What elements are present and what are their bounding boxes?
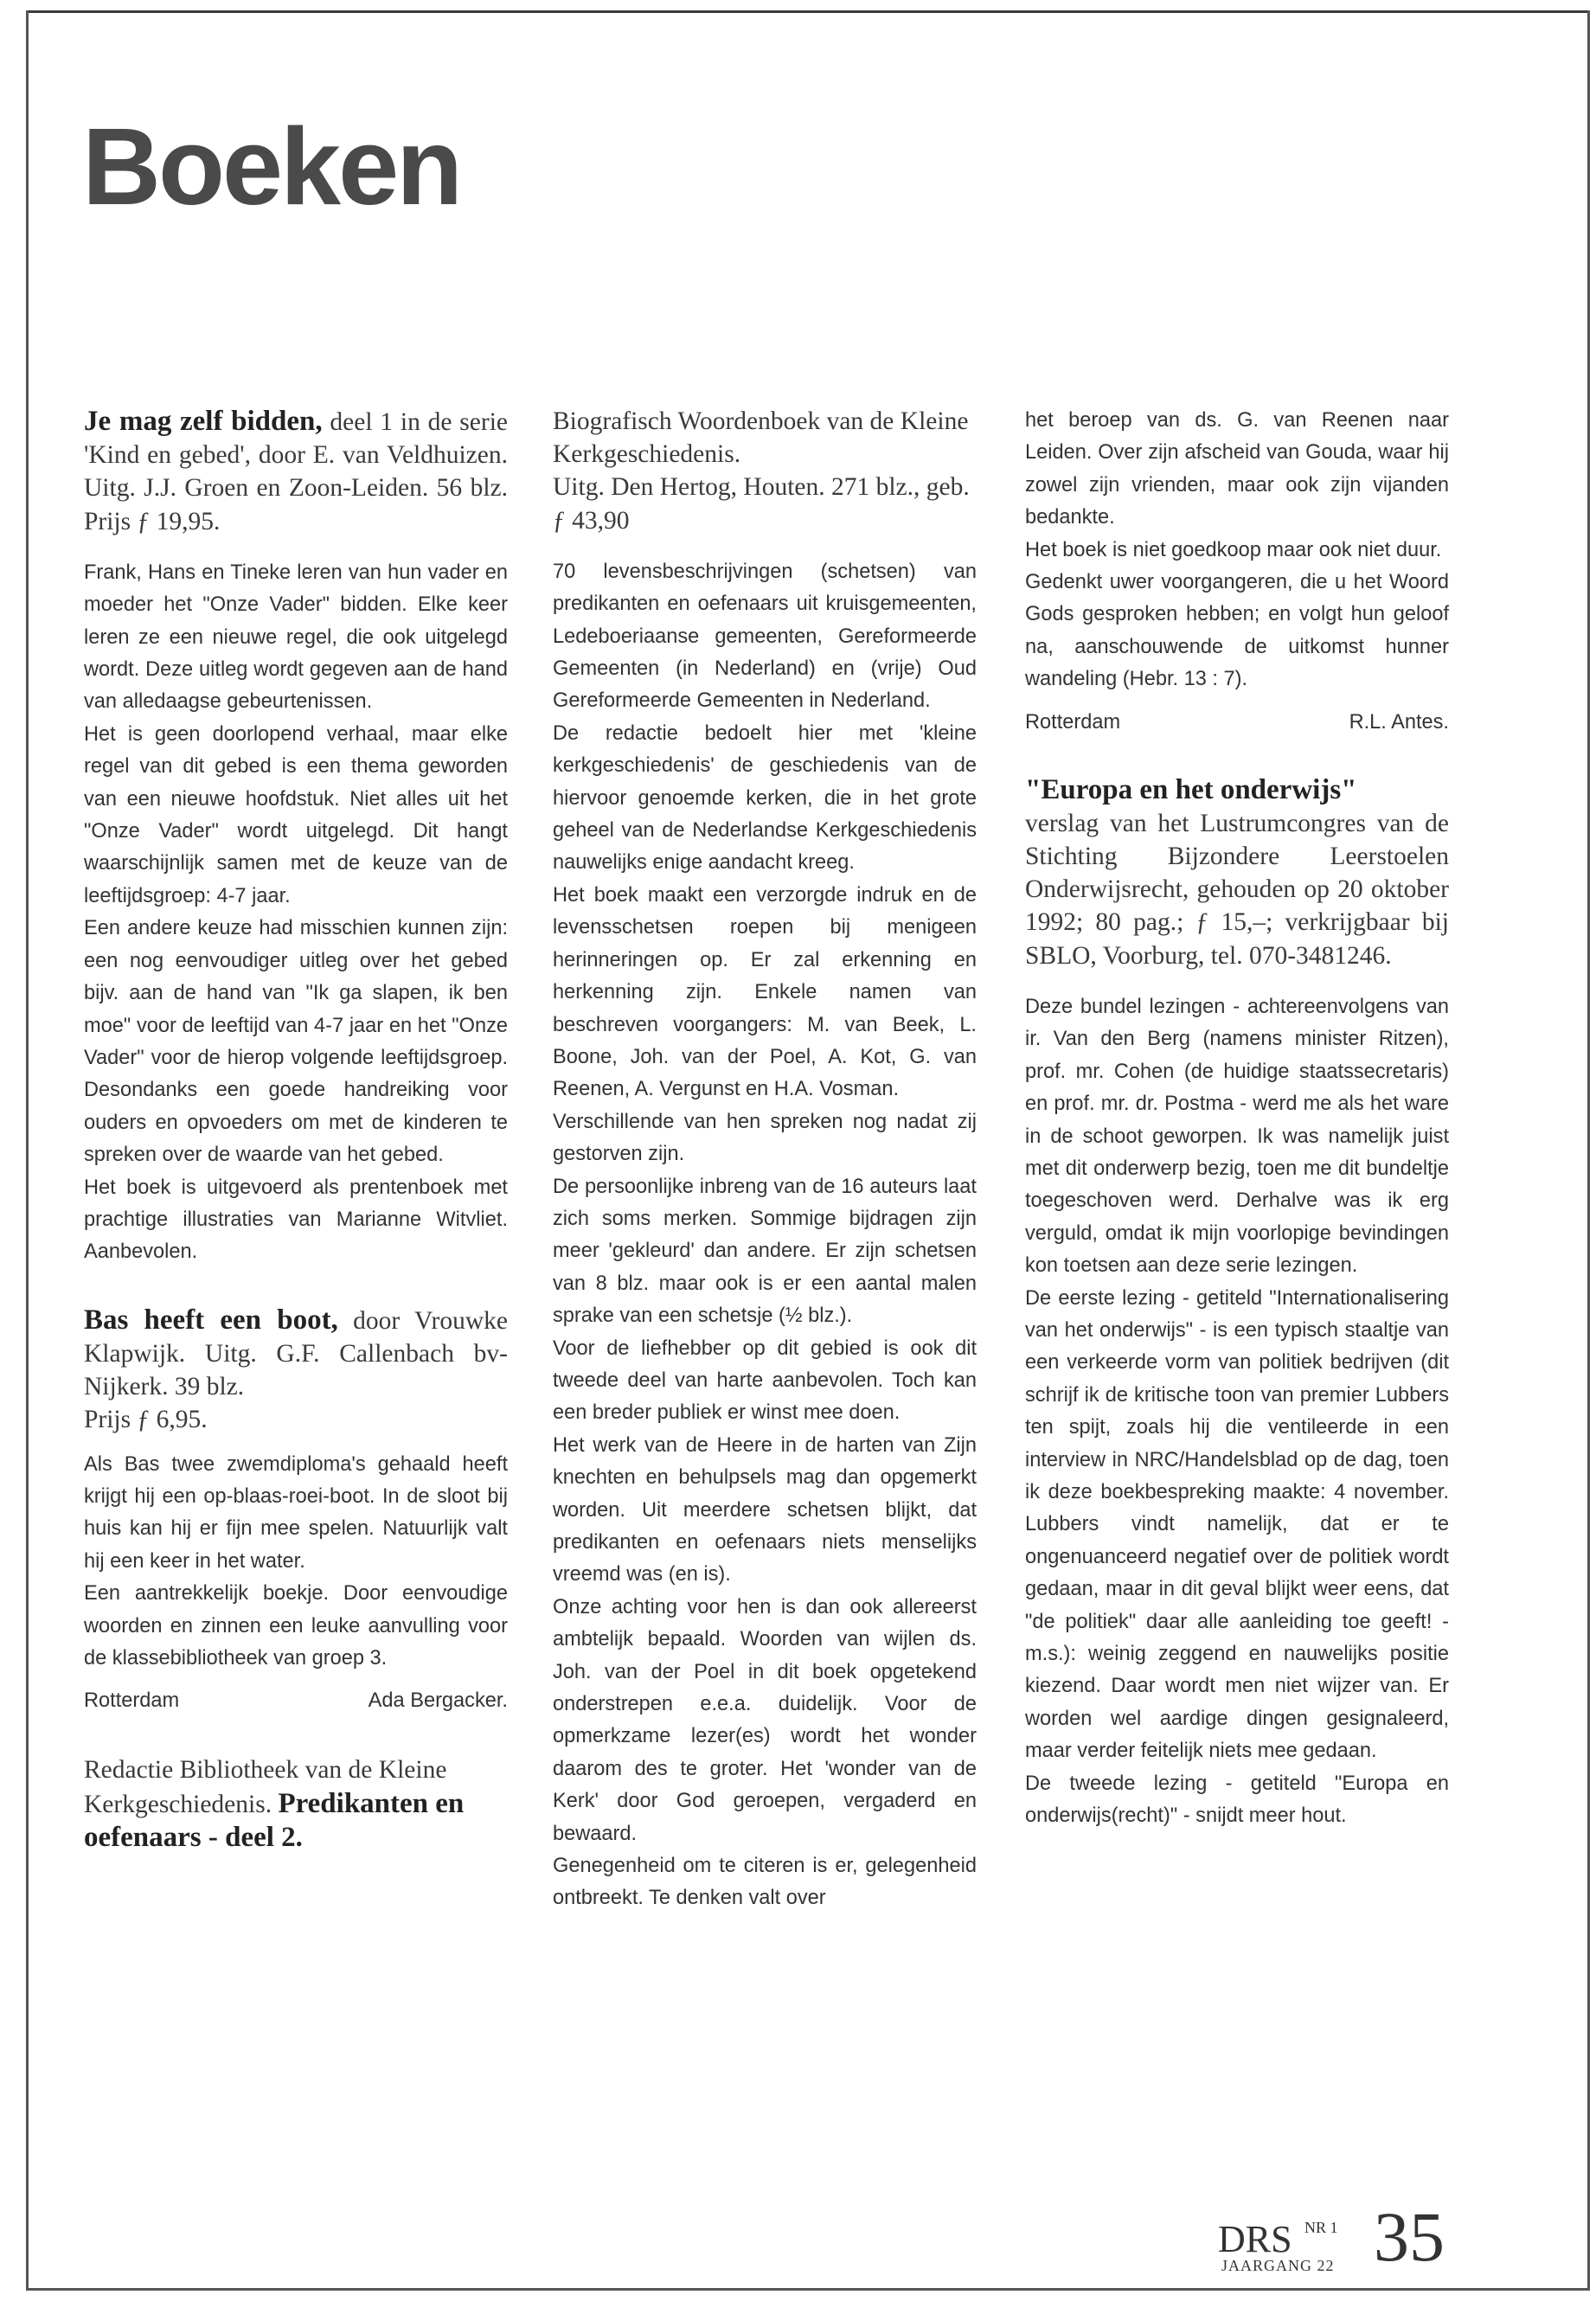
- paragraph: Onze achting voor hen is dan ook allereerst ambtelijk bepaald. Woorden van wijlen ds. Joh. van der Poel in dit boek opgetekend onderstrepen e.e.a. duidelijk. Voor de opmerkzame lezer(es) wordt het wonder daarom des te groter. Het 'wonder van de Kerk' door God geroepen, vergaderd en bewaard.: [553, 1595, 977, 1845]
- review-price-2: Prijs ƒ 6,95.: [84, 1406, 208, 1434]
- signature-2: [84, 1685, 508, 1717]
- review-meta-3: Redactie Bibliotheek van de Kleine Kerkgeschiedenis.: [84, 1756, 447, 1818]
- review-header-3: [84, 1753, 508, 1855]
- review-meta-3-cont: [553, 405, 977, 537]
- paragraph: De eerste lezing - getiteld "Internationalisering van het onderwijs" - is een typisch staaltje van een verkeerde vorm van politiek bedrijven (dit schrijf ik de kritische toon van premier Lubbers ten spijt, zoals hij die ventileerde in een interview in NRC/Handelsblad op de dag, toen ik deze boekbespreking maakte: 4 november. Lubbers vindt namelijk, dat er te ongenuanceerd negatief over de politiek wordt gedaan, maar in dit geval blijkt weer eens, dat "de politiek" daar alle aanleiding toe geeft! - m.s.): weinig zeggend en nauwelijks positie kiezend. Daar wordt men niet wijzer van. Er worden wel aardige dingen gesignaleerd, maar verder feitelijk niets mee gedaan.: [1025, 1286, 1449, 1763]
- column-1: [84, 405, 508, 1855]
- page-number: 35: [1374, 2197, 1445, 2276]
- paragraph: Frank, Hans en Tineke leren van hun vader en moeder het "Onze Vader" bidden. Elke keer leren ze een nieuwe regel, die ook uitgelegd wordt. Deze uitleg wordt gegeven aan de hand van alledaagse gebeurtenissen.: [84, 561, 508, 714]
- paragraph: Voor de liefhebber op dit gebied is ook dit tweede deel van harte aanbevolen. Toch kan een breder publiek er winst mee doen.: [553, 1336, 977, 1425]
- page-border-bottom: [26, 2288, 1590, 2291]
- paragraph: Een aantrekkelijk boekje. Door eenvoudige woorden en zinnen een leuke aanvulling voor de klassebibliotheek van groep 3.: [84, 1582, 508, 1670]
- paragraph: 70 levensbeschrijvingen (schetsen) van predikanten en oefenaars uit kruisgemeenten, Ledeboeriaanse gemeenten, Gereformeerde Gemeenten (in Nederland) en (vrije) Oud Gereformeerde Gemeenten in Nederland.: [553, 560, 977, 713]
- review-header-4: [1025, 773, 1449, 972]
- review-header-2: [84, 1304, 508, 1437]
- paragraph: De persoonlijke inbreng van de 16 auteurs laat zich soms merken. Sommige bijdragen zijn meer 'gekleurd' dan andere. Er zijn schetsen van 8 blz. maar ook is er een aantal malen sprake van een schetsje (½ blz.).: [553, 1175, 977, 1328]
- page-title: Boeken: [82, 106, 461, 228]
- review-title-4: "Europa en het onderwijs": [1025, 773, 1357, 805]
- magazine-name: DRS: [1218, 2218, 1292, 2260]
- review-meta-line: Uitg. Den Hertog, Houten. 271 blz., geb. ƒ 43,90: [553, 473, 970, 535]
- review-body-3-cont: [1025, 405, 1449, 696]
- paragraph: Het werk van de Heere in de harten van Zijn knechten en behulpsels mag dan opgemerkt worden. Uit meerdere schetsen blijkt, dat predikanten en oefenaars niets menselijks vreemd was (en is).: [553, 1433, 977, 1586]
- paragraph: Een andere keuze had misschien kunnen zijn: een nog eenvoudiger uitleg over het gebed bijv. aan de hand van "Ik ga slapen, ik ben moe" voor de leeftijd van 4-7 jaar en het "Onze Vader" voor de hierop volgende leeftijdsgroep. Desondanks een goede handreiking voor ouders en opvoeders om met de kinderen te spreken over de waarde van het gebed.: [84, 917, 508, 1167]
- column-2: [553, 405, 977, 1915]
- page-border-right: [1587, 10, 1590, 2291]
- review-meta-4: verslag van het Lustrumcongres van de Stichting Bijzondere Leerstoelen Onderwijsrecht, gehouden op 20 oktober 1992; 80 pag.; ƒ 15,–; verkrijgbaar bij SBLO, Voorburg, tel. 070-3481246.: [1025, 809, 1449, 970]
- column-3: [1025, 405, 1449, 1832]
- paragraph: De redactie bedoelt hier met 'kleine kerkgeschiedenis' de geschiedenis van de hiervoor genoemde kerken, die in het grote geheel van de Nederlandse Kerkgeschiedenis nauwelijks enige aandacht kreeg.: [553, 721, 977, 875]
- review-body-3: [553, 556, 977, 1915]
- review-title-3: Predikanten en oefenaars - deel 2.: [84, 1787, 465, 1853]
- review-meta-1: deel 1 in de serie 'Kind en gebed', door E. van Veldhuizen. Uitg. J.J. Groen en Zoon-Leiden. 56 blz. Prijs ƒ 19,95.: [84, 408, 508, 535]
- review-title-1: Je mag zelf bidden,: [84, 406, 323, 437]
- review-body-4: [1025, 991, 1449, 1833]
- signature-city: Rotterdam: [1025, 710, 1121, 734]
- paragraph: Als Bas twee zwemdiploma's gehaald heeft krijgt hij een op-blaas-roei-boot. In de sloot bij huis kan hij er fijn mee spelen. Natuurlijk valt hij een keer in het water.: [84, 1452, 508, 1573]
- review-title-2: Bas heeft een boot,: [84, 1304, 338, 1336]
- paragraph: Het is geen doorlopend verhaal, maar elke regel van dit gebed is een thema geworden van een nieuwe hoofdstuk. Niet alles uit het "Onze Vader" wordt uitgelegd. Dit hangt waarschijnlijk samen met de keuze van de leeftijdsgroep: 4-7 jaar.: [84, 722, 508, 907]
- review-body-2: [84, 1449, 508, 1676]
- page-border-top: [26, 10, 1590, 13]
- paragraph: het beroep van ds. G. van Reenen naar Leiden. Over zijn afscheid van Gouda, waar hij zowel zijn vrienden, maar ook zijn vijanden bedankte.: [1025, 409, 1449, 529]
- paragraph: Het boek is niet goedkoop maar ook niet duur.: [1025, 538, 1442, 561]
- review-header-1: [84, 405, 508, 538]
- page-footer: [1218, 2197, 1477, 2279]
- volume-label: JAARGANG 22: [1221, 2257, 1335, 2274]
- signature-3: [1025, 707, 1449, 739]
- page-border-left: [26, 10, 29, 2291]
- review-meta-line: Biografisch Woordenboek van de Kleine Kerkgeschiedenis.: [553, 407, 969, 469]
- review-body-1: [84, 557, 508, 1269]
- paragraph: Deze bundel lezingen - achtereenvolgens van ir. Van den Berg (namens minister Ritzen), prof. mr. Cohen (de huidige staatssecretaris) en prof. mr. dr. Postma - werd me als het ware in de schoot geworpen. Ik was namelijk juist met dit onderwerp bezig, toen me dit bundeltje toegeschoven werd. Derhalve was ik erg verguld, omdat ik mijn voorlopige bevindingen kon toetsen aan deze serie lezingen.: [1025, 995, 1449, 1278]
- paragraph: Genegenheid om te citeren is er, gelegenheid ontbreekt. Te denken valt over: [553, 1855, 977, 1910]
- paragraph: Het boek is uitgevoerd als prentenboek met prachtige illustraties van Marianne Witvliet. Aanbevolen.: [84, 1176, 508, 1264]
- signature-author: R.L. Antes.: [1349, 710, 1449, 734]
- paragraph: Het boek maakt een verzorgde indruk en de levensschetsen roepen bij menigeen herinneringen op. Er zal erkenning en herkenning zijn. Enkele namen van beschreven voorgangers: M. van Beek, L. Boone, Joh. van der Poel, A. Kot, G. van Reenen, A. Vergunst en H.A. Vosman.: [553, 883, 977, 1101]
- issue-number: NR 1: [1304, 2219, 1338, 2236]
- paragraph: Verschillende van hen spreken nog nadat zij gestorven zijn.: [553, 1110, 977, 1166]
- signature-city: Rotterdam: [84, 1689, 180, 1713]
- paragraph: Gedenkt uwer voorgangeren, die u het Woord Gods gesproken hebben; en volgt hun geloof na, aanschouwende de uitkomst hunner wandeling (Hebr. 13 : 7).: [1025, 571, 1449, 691]
- review-meta-2: door Vrouwke Klapwijk. Uitg. G.F. Callenbach bv-Nijkerk. 39 blz.: [84, 1306, 509, 1401]
- signature-author: Ada Bergacker.: [368, 1689, 508, 1713]
- paragraph: De tweede lezing - getiteld "Europa en onderwijs(recht)" - snijdt meer hout.: [1025, 1772, 1449, 1828]
